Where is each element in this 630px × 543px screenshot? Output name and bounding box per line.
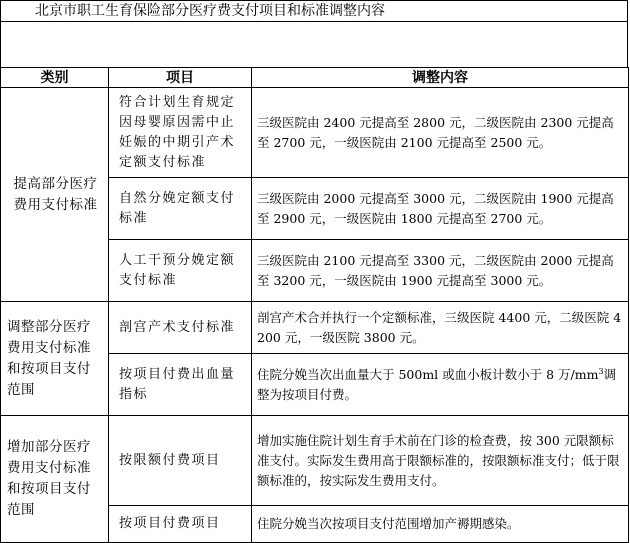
adjustment-cell [252, 354, 629, 416]
adjustment-table [0, 67, 629, 543]
adjustment-text: 住院分娩当次出血量大于 500ml 或血小板计数小于 8 万/mm [257, 366, 599, 382]
item-cell: 按项目付费出血量指标 [109, 354, 252, 416]
adjustment-cell: 增加实施住院计划生育手术前在门诊的检查费，按 300 元限额标准支付。实际发生费用高于限额标准的，按限额标准支付；低于限额标准的，按实际发生费用支付。 [252, 416, 629, 506]
item-cell: 剖宫产术支付标准 [109, 302, 252, 354]
adjustment-cell: 三级医院由 2100 元提高至 3300 元，二级医院由 2000 元提高至 3200 元，一级医院由 1900 元提高至 3000 元。 [252, 240, 629, 302]
item-cell: 符合计划生育规定因母婴原因需中止妊娠的中期引产术定额支付标准 [109, 88, 252, 178]
superscript-three: 3 [598, 366, 604, 376]
adjustment-text-continued: 调整为按项目付费。 [257, 366, 617, 402]
table-row [1, 416, 629, 506]
category-cell: 调整部分医疗费用支付标准和按项目支付范围 [1, 302, 109, 416]
document-title: 北京市职工生育保险部分医疗费支付项目和标准调整内容 [0, 0, 628, 22]
item-cell: 自然分娩定额支付标准 [109, 178, 252, 240]
item-cell: 人工干预分娩定额支付标准 [109, 240, 252, 302]
adjustment-cell: 三级医院由 2000 元提高至 3000 元，二级医院由 1900 元提高至 2900 元，一级医院由 1800 元提高至 2700 元。 [252, 178, 629, 240]
header-adjustment: 调整内容 [252, 68, 629, 88]
header-category: 类别 [1, 68, 109, 88]
category-cell: 提高部分医疗费用支付标准 [1, 88, 109, 302]
blank-row [0, 21, 628, 68]
table-row [1, 88, 629, 178]
item-cell: 按项目付费项目 [109, 506, 252, 543]
adjustment-cell: 住院分娩当次按项目支付范围增加产褥期感染。 [252, 506, 629, 543]
table-row [1, 302, 629, 354]
header-item: 项目 [109, 68, 252, 88]
adjustment-cell: 剖宫产术合并执行一个定额标准，三级医院 4400 元，二级医院 4200 元，一级医院 3800 元。 [252, 302, 629, 354]
table-header-row [1, 68, 629, 88]
adjustment-cell: 三级医院由 2400 元提高至 2800 元，二级医院由 2300 元提高至 2700 元，一级医院由 2100 元提高至 2500 元。 [252, 88, 629, 178]
category-cell: 增加部分医疗费用支付标准和按项目支付范围 [1, 416, 109, 543]
item-cell: 按限额付费项目 [109, 416, 252, 506]
